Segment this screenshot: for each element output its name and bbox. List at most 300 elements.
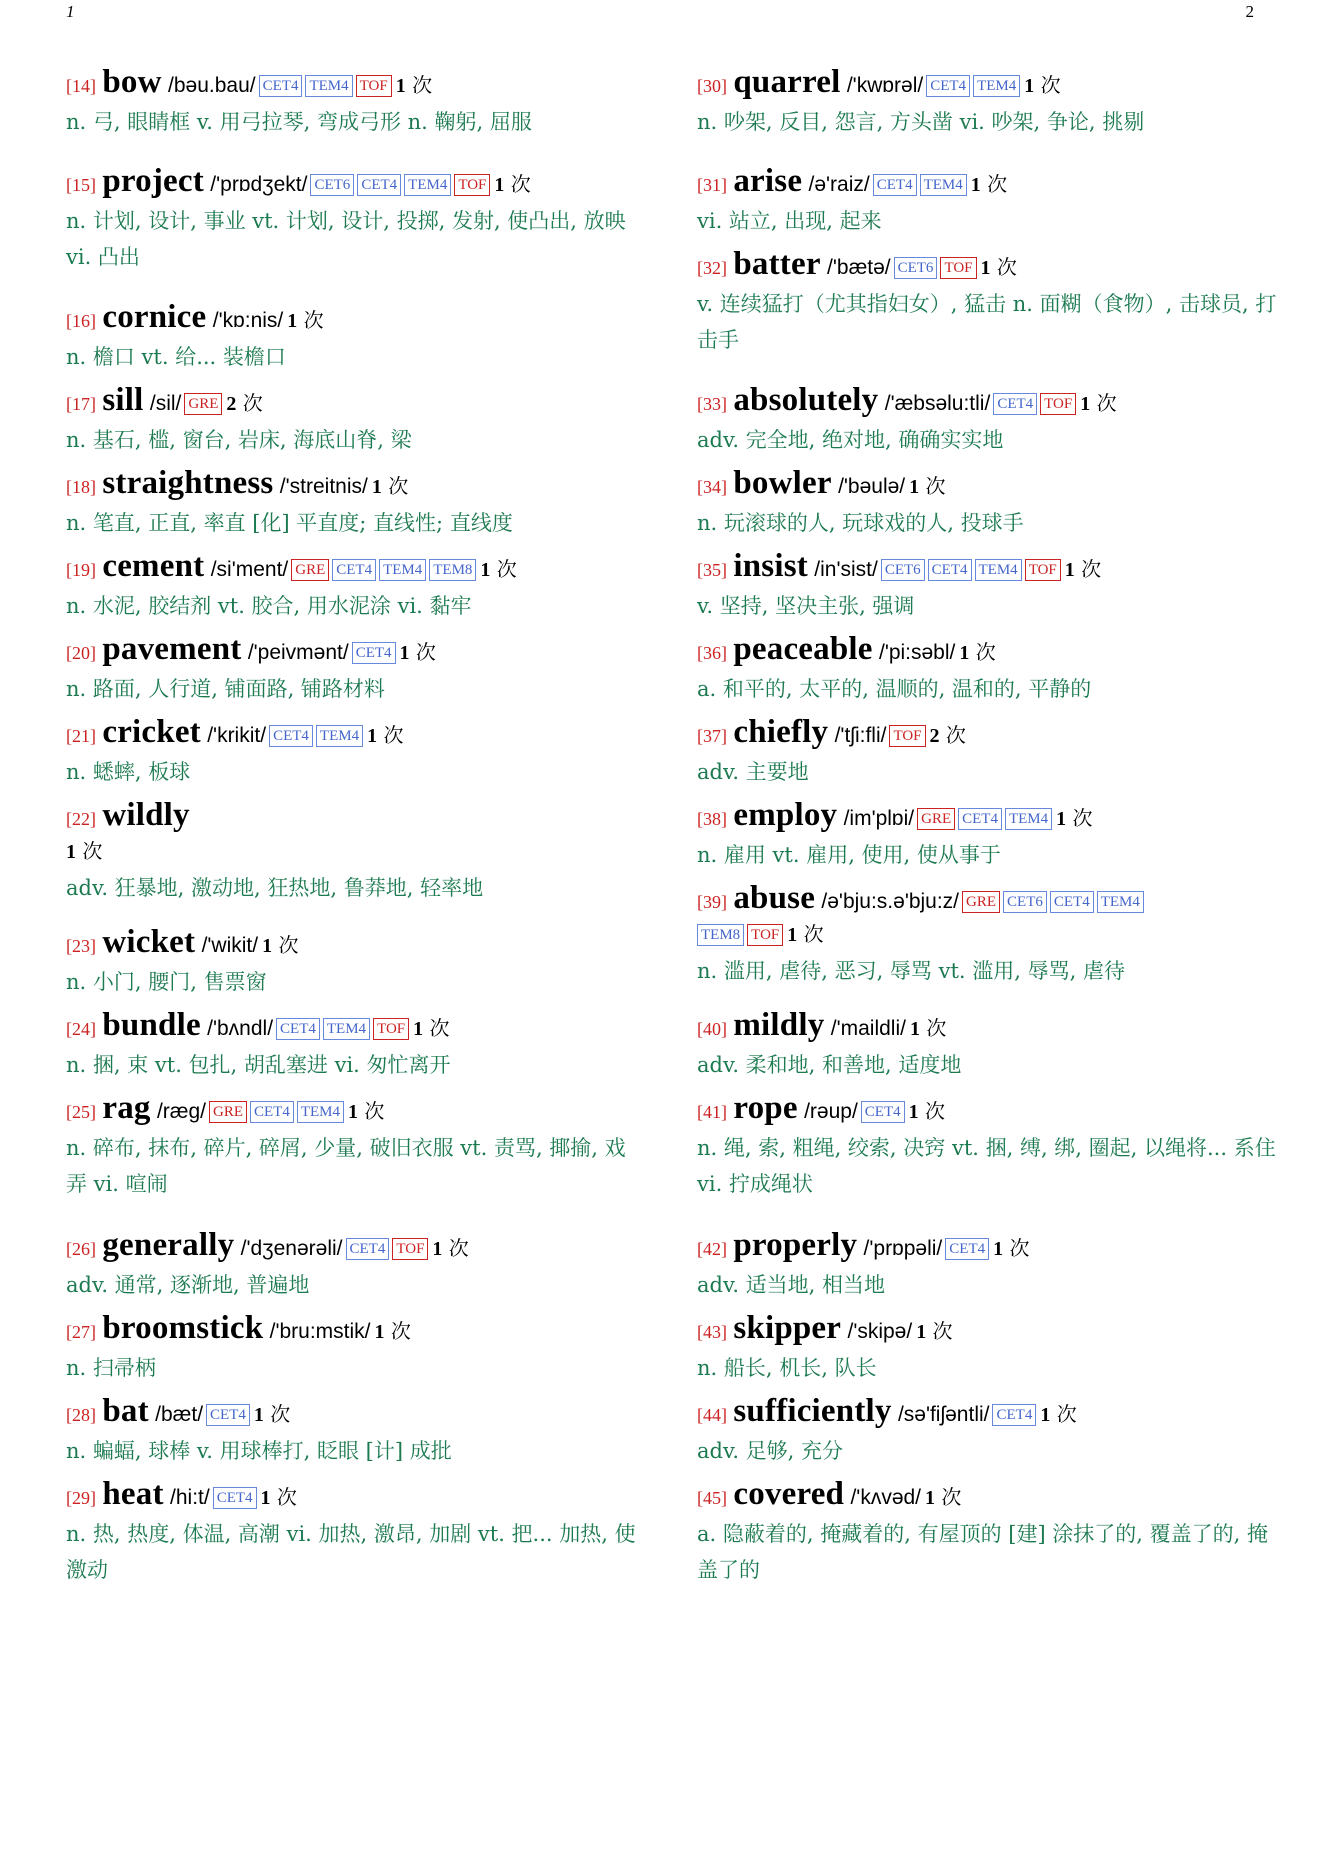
entry-headline [66,633,646,669]
exam-tag: TEM4 [323,1018,370,1040]
count-value: 1 [980,257,991,279]
exam-tag: CET4 [332,559,376,581]
count-value: 1 [287,310,298,332]
count-suffix: 次 [242,391,263,415]
entry-headline [66,66,646,102]
occurrence-count [432,1236,468,1260]
headword: bowler [733,465,832,501]
phonetic: /'skipə/ [847,1320,913,1343]
definition: n. 吵架, 反目, 怨言, 方头凿 vi. 吵架, 争论, 挑剔 [697,110,1145,134]
entry-index: [40] [697,1019,727,1039]
dictionary-entry [697,66,1277,140]
count-suffix: 次 [270,1402,291,1426]
definition: adv. 完全地, 绝对地, 确确实实地 [697,428,1004,452]
count-suffix: 次 [1081,557,1102,581]
page-number-right: 2 [1245,2,1254,21]
occurrence-count [1024,73,1060,97]
count-value: 1 [395,75,406,97]
phonetic: /in'sist/ [814,558,878,581]
occurrence-count [367,723,403,747]
entry-headline [697,1312,1277,1348]
count-value: 1 [432,1238,443,1260]
exam-tag: CET6 [310,174,354,196]
count-suffix: 次 [945,723,966,747]
exam-tag: TOF [356,75,392,97]
dictionary-entry [66,1478,646,1588]
occurrence-count [1080,391,1116,415]
count-value: 1 [253,1404,264,1426]
exam-tag: CET6 [881,559,925,581]
headword: skipper [733,1310,842,1346]
definition: n. 滥用, 虐待, 恶习, 辱骂 vt. 滥用, 辱骂, 虐待 [697,959,1125,983]
exam-tag: TOF [392,1238,428,1260]
entry-headline [66,301,646,337]
entry-index: [33] [697,394,727,414]
entry-index: [31] [697,175,727,195]
definition: a. 和平的, 太平的, 温顺的, 温和的, 平静的 [697,677,1092,701]
dictionary-entry [697,882,1277,989]
dictionary-entry [66,716,646,790]
dictionary-entry [697,550,1277,624]
entry-index: [24] [66,1019,96,1039]
phonetic: /'krikit/ [207,724,267,747]
definition: adv. 主要地 [697,760,809,784]
dictionary-entry [66,633,646,707]
exam-tag: TEM4 [379,559,426,581]
headword: pavement [102,631,242,667]
count-value: 1 [494,174,505,196]
occurrence-count [287,308,323,332]
exam-tag: CET4 [269,725,313,747]
exam-tag: CET4 [928,559,972,581]
dictionary-entry [697,165,1277,239]
definition: n. 扫帚柄 [66,1356,156,1380]
entry-headline [697,1478,1277,1514]
definition: n. 热, 热度, 体温, 高潮 vi. 加热, 激昂, 加剧 vt. 把... 加热, 使激动 [66,1522,636,1582]
phonetic: /'pi:səbl/ [878,641,956,664]
dictionary-entry [697,633,1277,707]
occurrence-count [916,1319,952,1343]
count-suffix: 次 [1040,73,1061,97]
definition: v. 连续猛打（尤其指妇女）, 猛击 n. 面糊（食物）, 击球员, 打击手 [697,292,1277,352]
phonetic: /'bʌndl/ [207,1017,274,1040]
count-suffix: 次 [996,255,1017,279]
count-suffix: 次 [941,1485,962,1509]
entry-index: [37] [697,726,727,746]
exam-tag: CET4 [1050,891,1094,913]
phonetic: /'kwɒrəl/ [846,74,924,97]
headword: bow [102,64,162,100]
entry-index: [43] [697,1322,727,1342]
exam-tag: GRE [291,559,329,581]
occurrence-count [909,1099,945,1123]
dictionary-entry [66,165,646,275]
phonetic: /'dʒenərəli/ [240,1237,343,1260]
count-value: 1 [262,935,273,957]
dictionary-entry [697,1478,1277,1588]
count-value: 1 [480,559,491,581]
exam-tag: CET4 [926,75,970,97]
entry-index: [32] [697,258,727,278]
dictionary-entry [66,550,646,624]
dictionary-entry [66,926,646,1000]
entry-index: [26] [66,1239,96,1259]
count-value: 1 [908,1101,919,1123]
dictionary-entry [697,1229,1277,1303]
count-suffix: 次 [1096,391,1117,415]
count-value: 1 [66,841,76,863]
exam-tag: TEM4 [1005,808,1052,830]
definition: adv. 狂暴地, 激动地, 狂热地, 鲁莽地, 轻率地 [66,876,484,900]
headword: cornice [102,299,207,335]
entry-headline [697,1009,1277,1045]
entry-index: [27] [66,1322,96,1342]
entry-headline [697,799,1277,835]
entry-index: [18] [66,477,96,497]
dictionary-entry [697,799,1277,873]
definition: n. 檐口 vt. 给... 装檐口 [66,345,286,369]
entry-index: [34] [697,477,727,497]
entry-index: [15] [66,175,96,195]
exam-tag: TOF [1025,559,1061,581]
phonetic: /'wikit/ [201,934,259,957]
exam-tag: TOF [454,174,490,196]
count-value: 1 [348,1101,358,1123]
headword: wicket [102,924,196,960]
definition: v. 坚持, 坚决主张, 强调 [697,594,915,618]
entry-headline [697,66,1277,102]
count-suffix: 次 [925,474,946,498]
entry-index: [14] [66,76,96,96]
count-value: 1 [371,476,382,498]
count-suffix: 次 [412,73,433,97]
occurrence-count [910,1016,946,1040]
exam-tag: CET4 [346,1238,390,1260]
phonetic: /bæt/ [155,1403,204,1426]
entry-headline [697,716,1277,752]
count-suffix: 次 [448,1236,469,1260]
count-value: 1 [787,924,798,946]
entry-index: [17] [66,394,96,414]
count-value: 1 [367,725,378,747]
entry-headline [697,1092,1277,1128]
count-value: 1 [916,1321,927,1343]
dictionary-entry [66,1312,646,1386]
exam-tag: GRE [962,891,1000,913]
headword: abuse [733,880,816,916]
entry-index: [39] [697,892,727,912]
headword: insist [733,548,808,584]
headword: broomstick [102,1310,264,1346]
count-value: 2 [929,725,940,747]
phonetic: /'bru:mstik/ [269,1320,371,1343]
count-suffix: 次 [278,933,299,957]
entry-headline [66,1478,646,1514]
headword: sill [102,382,144,418]
entry-headline [697,248,1277,284]
phonetic: /ræg/ [156,1100,206,1123]
headword: covered [733,1476,845,1512]
entry-index: [44] [697,1405,727,1425]
exam-tag: GRE [184,393,222,415]
exam-tag: TOF [373,1018,409,1040]
dictionary-entry [697,1312,1277,1386]
exam-tag: CET4 [861,1101,905,1123]
occurrence-count [254,1402,290,1426]
headword: cement [102,548,205,584]
definition: adv. 通常, 逐渐地, 普遍地 [66,1273,310,1297]
exam-tag: TEM4 [404,174,451,196]
exam-tag: CET6 [1003,891,1047,913]
definition: n. 基石, 槛, 窗台, 岩床, 海底山脊, 梁 [66,428,412,452]
entry-headline-continued [66,835,646,868]
headword: rope [733,1090,798,1126]
count-suffix: 次 [429,1016,450,1040]
exam-tag: CET4 [945,1238,989,1260]
phonetic: /'bəulə/ [838,475,906,498]
phonetic: /'streitnis/ [279,475,368,498]
exam-tag: TOF [747,924,783,946]
headword: generally [102,1227,235,1263]
occurrence-count [981,255,1017,279]
dictionary-entry [697,1092,1277,1202]
entry-headline [66,716,646,752]
occurrence-count [971,172,1007,196]
exam-tag: TOF [889,725,925,747]
definition: a. 隐蔽着的, 掩藏着的, 有屋顶的 [建] 涂抹了的, 覆盖了的, 掩盖了的 [697,1522,1269,1582]
headword: peaceable [733,631,873,667]
count-suffix: 次 [82,839,103,863]
entry-index: [20] [66,643,96,663]
exam-tag: CET4 [206,1404,250,1426]
entry-index: [28] [66,1405,96,1425]
occurrence-count [374,1319,410,1343]
entry-headline [697,633,1277,669]
occurrence-count [909,474,945,498]
count-value: 1 [959,642,970,664]
dictionary-entry [66,1009,646,1083]
definition: vi. 站立, 出现, 起来 [697,209,882,233]
phonetic: /'æbsəlu:tli/ [884,392,991,415]
headword: employ [733,797,838,833]
count-suffix: 次 [510,172,531,196]
entry-headline [66,550,646,586]
occurrence-count [925,1485,961,1509]
entry-index: [38] [697,809,727,829]
exam-tag: TOF [940,257,976,279]
headword: heat [102,1476,164,1512]
count-suffix: 次 [390,1319,411,1343]
count-value: 1 [909,476,920,498]
definition: n. 水泥, 胶结剂 vt. 胶合, 用水泥涂 vi. 黏牢 [66,594,472,618]
dictionary-entry [66,384,646,458]
headword: absolutely [733,382,879,418]
occurrence-count [993,1236,1029,1260]
definition: n. 蟋蟀, 板球 [66,760,191,784]
phonetic: /ə'bju:s.ə'bju:z/ [821,890,960,913]
count-suffix: 次 [987,172,1008,196]
count-value: 1 [1064,559,1075,581]
definition: adv. 柔和地, 和善地, 适度地 [697,1053,962,1077]
entry-headline [697,1395,1277,1431]
count-value: 1 [1024,75,1035,97]
entry-index: [22] [66,809,96,829]
entry-index: [45] [697,1488,727,1508]
dictionary-entry [697,248,1277,358]
phonetic: /bəu.bau/ [168,74,256,97]
definition: n. 蝙蝠, 球棒 v. 用球棒打, 眨眼 [计] 成批 [66,1439,452,1463]
occurrence-count [400,640,436,664]
entry-index: [23] [66,936,96,956]
headword: bundle [102,1007,201,1043]
occurrence-count [787,922,823,946]
occurrence-count [1040,1402,1076,1426]
exam-tag: TEM4 [297,1101,344,1123]
occurrence-count [930,723,966,747]
entry-headline [697,165,1277,201]
occurrence-count [494,172,530,196]
entry-index: [35] [697,560,727,580]
dictionary-entry [66,66,646,140]
count-value: 1 [925,1487,936,1509]
phonetic: /'prɒdʒekt/ [210,173,308,196]
count-value: 1 [1056,808,1067,830]
count-suffix: 次 [803,922,824,946]
count-suffix: 次 [932,1319,953,1343]
exam-tag: CET4 [993,393,1037,415]
dictionary-entry [66,1092,646,1202]
entry-headline [697,882,1277,918]
exam-tag: TEM4 [920,174,967,196]
entry-headline [697,1229,1277,1265]
definition: n. 绳, 索, 粗绳, 绞索, 决窍 vt. 捆, 缚, 绑, 圈起, 以绳将... 系住 vi. 拧成绳状 [697,1136,1276,1196]
count-suffix: 次 [1072,806,1093,830]
dictionary-entry [697,467,1277,541]
entry-headline [66,926,646,962]
count-value: 1 [1040,1404,1051,1426]
entry-headline [66,165,646,201]
exam-tag: CET4 [958,808,1002,830]
count-suffix: 次 [415,640,436,664]
count-value: 1 [413,1018,424,1040]
entry-index: [42] [697,1239,727,1259]
phonetic: /'peivmənt/ [247,641,349,664]
headword: straightness [102,465,274,501]
count-suffix: 次 [1056,1402,1077,1426]
headword: cricket [102,714,201,750]
count-suffix: 次 [364,1099,385,1123]
phonetic: /'kɒ:nis/ [212,309,284,332]
entry-headline [697,550,1277,586]
entry-index: [41] [697,1102,727,1122]
definition: adv. 足够, 充分 [697,1439,844,1463]
exam-tag: TOF [1040,393,1076,415]
headword: wildly [102,797,190,833]
occurrence-count [480,557,516,581]
exam-tag: GRE [917,808,955,830]
count-suffix: 次 [303,308,324,332]
count-suffix: 次 [975,640,996,664]
dictionary-entry [697,716,1277,790]
occurrence-count [1065,557,1101,581]
dictionary-entry [697,384,1277,458]
dictionary-entry [697,1009,1277,1083]
definition: n. 碎布, 抹布, 碎片, 碎屑, 少量, 破旧衣服 vt. 责骂, 揶揄, 戏弄 vi. 喧闹 [66,1136,626,1196]
entry-headline [66,1092,646,1128]
exam-tag: TEM4 [1097,891,1144,913]
occurrence-count [413,1016,449,1040]
occurrence-count [66,839,102,863]
count-suffix: 次 [1009,1236,1030,1260]
count-suffix: 次 [924,1099,945,1123]
count-suffix: 次 [383,723,404,747]
count-suffix: 次 [926,1016,947,1040]
count-value: 1 [1080,393,1091,415]
exam-tag: TEM4 [316,725,363,747]
definition: adv. 适当地, 相当地 [697,1273,886,1297]
headword: batter [733,246,821,282]
phonetic: /im'plɒi/ [843,807,915,830]
count-value: 2 [226,393,237,415]
definition: n. 笔直, 正直, 率直 [化] 平直度; 直线性; 直线度 [66,511,513,535]
headword: project [102,163,204,199]
dictionary-entry [66,1395,646,1469]
entry-headline [66,799,646,835]
exam-tag: CET4 [276,1018,320,1040]
entry-index: [21] [66,726,96,746]
exam-tag: TEM8 [697,924,744,946]
dictionary-entry [66,301,646,375]
count-value: 1 [374,1321,385,1343]
headword: rag [102,1090,151,1126]
entry-headline [66,1312,646,1348]
entry-headline-continued [697,918,1277,951]
entry-index: [29] [66,1488,96,1508]
count-value: 1 [260,1487,271,1509]
definition: n. 船长, 机长, 队长 [697,1356,877,1380]
dictionary-entry [66,467,646,541]
definition: n. 玩滚球的人, 玩球戏的人, 投球手 [697,511,1024,535]
headword: bat [102,1393,149,1429]
headword: quarrel [733,64,841,100]
exam-tag: CET4 [250,1101,294,1123]
entry-headline [697,467,1277,503]
entry-headline [66,384,646,420]
definition: n. 小门, 腰门, 售票窗 [66,970,267,994]
phonetic: /'bætə/ [827,256,891,279]
entry-headline [66,1009,646,1045]
phonetic: /si'ment/ [210,558,289,581]
exam-tag: CET6 [894,257,938,279]
exam-tag: CET4 [357,174,401,196]
phonetic: /'prɒpəli/ [863,1237,943,1260]
entry-index: [16] [66,311,96,331]
entry-index: [30] [697,76,727,96]
count-suffix: 次 [276,1485,297,1509]
exam-tag: CET4 [873,174,917,196]
occurrence-count [262,933,298,957]
page-number-left: 1 [66,2,75,21]
headword: arise [733,163,803,199]
entry-headline [66,1395,646,1431]
entry-index: [36] [697,643,727,663]
occurrence-count [396,73,432,97]
phonetic: /hi:t/ [170,1486,210,1509]
occurrence-count [959,640,995,664]
phonetic: /sil/ [149,392,182,415]
exam-tag: TEM8 [429,559,476,581]
occurrence-count [226,391,262,415]
